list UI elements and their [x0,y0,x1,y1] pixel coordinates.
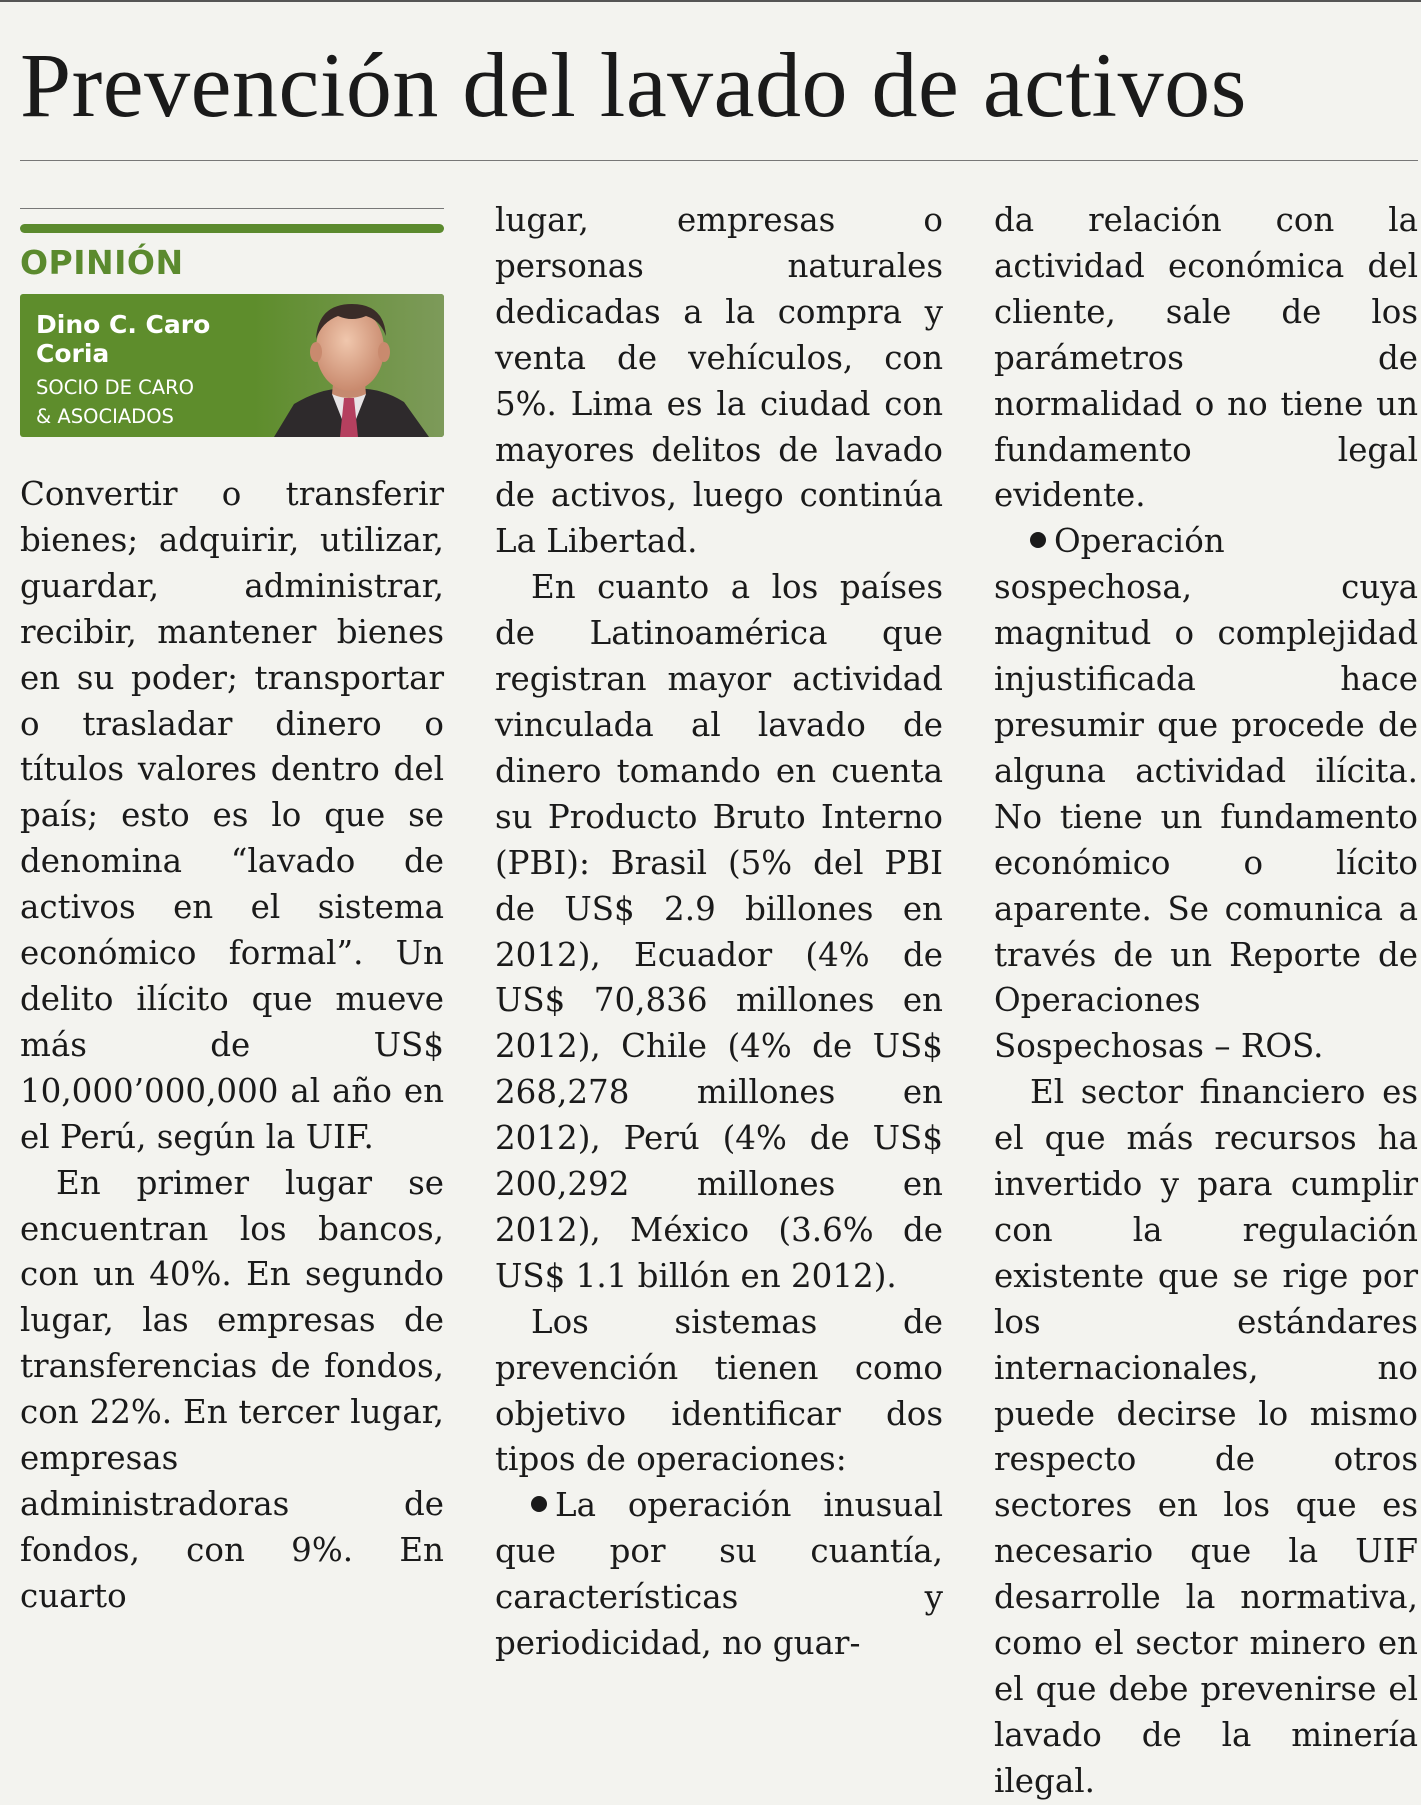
author-name-line2: Coria [36,339,110,368]
col2-paragraph-1: lugar, empresas o personas naturales dedicadas a la compra y venta de vehículos, con 5%. Lima es la ciudad con mayores delitos de lavado de activos, luego continúa La Libertad. [495,201,943,561]
col2-paragraph-2: En cuanto a los países de Latinoamérica que registran mayor actividad vinculada al lavado de dinero tomando en cuenta su Producto Bruto Interno (PBI): Brasil (5% del PBI de US$ 2.9 billones en 2012), Ecuador (4% de US$ 70,836 millones en 2012), Chile (4% de US$ 268,278 millones en 2012), Perú (4% de US$ 200,292 millones en 2012), México (3.6% de US$ 1.1 billón en 2012). [495,568,943,1295]
headline-divider [20,160,1418,161]
col3-paragraph-1: da relación con la actividad económica del cliente, sale de los parámetros de normalidad o no tiene un fundamento legal evidente. [994,201,1418,515]
author-role-line2: & ASOCIADOS [36,405,174,428]
col2-bullet-1 [495,1483,943,1667]
col3-bullet-2 [994,519,1418,1070]
bullet-icon [531,1496,547,1512]
author-box [20,294,444,437]
bullet-icon [1030,532,1046,548]
column-3 [994,198,1418,1805]
top-rule [0,0,1421,2]
col2-bullet-1-text: La operación inusual que por su cuantía, características y periodicidad, no guar- [495,1486,943,1663]
col3-paragraph-3: El sector financiero es el que más recursos ha invertido y para cumplir con la regulación existente que se rige por los estándares internacionales, no puede decirse lo mismo respecto de otros sectores en los que es necesario que la UIF desarrolle la normativa, como el sector minero en el que debe prevenirse el lavado de la minería ilegal. [994,1073,1418,1800]
author-name [36,310,266,368]
col3-bullet-2-text: Operación sospechosa, cuya magnitud o complejidad injustificada hace presumir que procede de alguna actividad ilícita. No tiene un fundamento económico o lícito aparente. Se comunica a través de un Reporte de Operaciones Sospechosas – ROS. [994,522,1418,1066]
opinion-rule-thick [20,224,444,233]
author-role [36,373,266,431]
col1-paragraph-2: En primer lugar se encuentran los bancos, con un 40%. En segundo lugar, las empresas de transferencias de fondos, con 22%. En tercer lugar, empresas administradoras de fondos, con 9%. En cuarto [20,1163,444,1615]
section-label: OPINIÓN [20,243,184,282]
author-name-line1: Dino C. Caro [36,310,211,339]
author-role-line1: SOCIO DE CARO [36,376,195,399]
headline: Prevención del lavado de activos [20,34,1247,136]
column-2 [495,198,943,1667]
author-portrait [254,294,444,437]
opinion-rule-thin [20,208,444,209]
col1-paragraph-1: Convertir o transferir bienes; adquirir, utilizar, guardar, administrar, recibir, mantener bienes en su poder; transportar o trasladar dinero o títulos valores dentro del país; esto es lo que se denomina “lavado de activos en el sistema económico formal”. Un delito ilícito que mueve más de US$ 10,000’000,000 al año en el Perú, según la UIF. [20,475,444,1156]
col2-paragraph-3: Los sistemas de prevención tienen como objetivo identificar dos tipos de operaciones: [495,1302,943,1479]
column-1 [20,472,444,1620]
